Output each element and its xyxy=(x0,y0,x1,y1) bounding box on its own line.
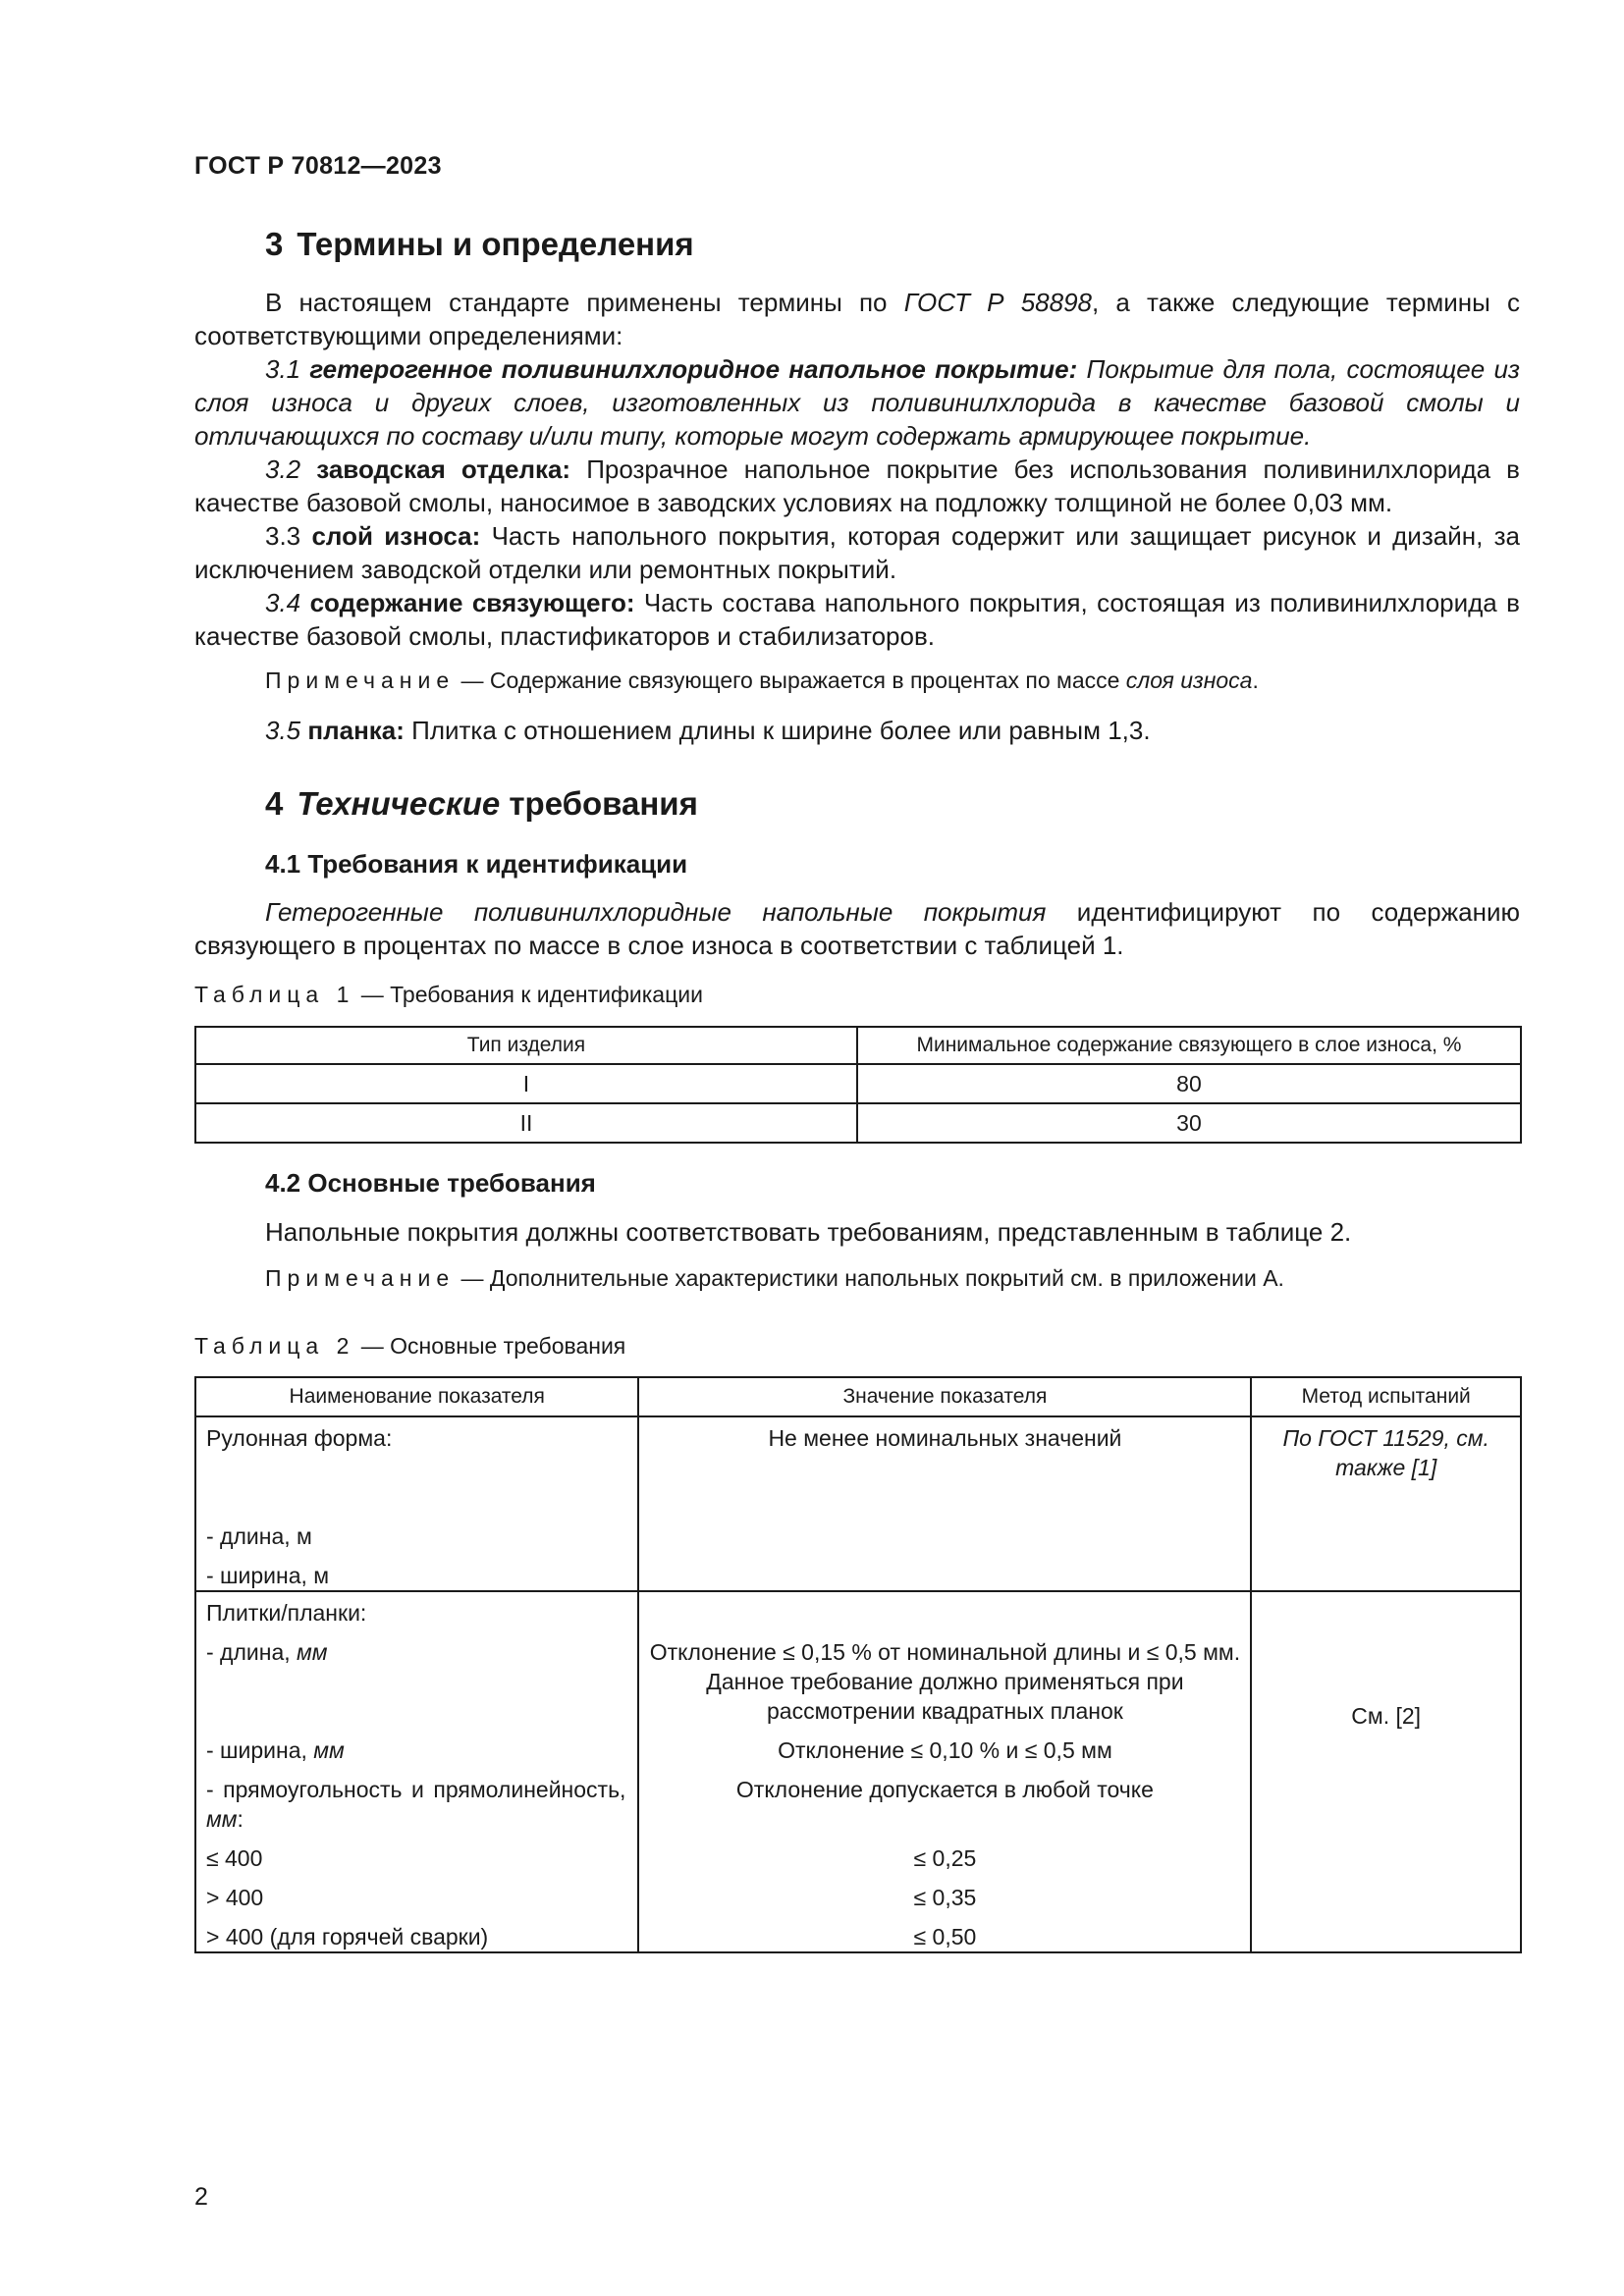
section-3-title: Термины и определения xyxy=(297,226,694,262)
term-definition: Прозрачное напольное покрытие без использования поливинилхлорида в качестве базовой смолы, наносимое в заводских условиях на подложку толщиной не более 0,03 мм. xyxy=(194,454,1520,517)
term-3-2 xyxy=(194,453,1520,519)
table-cell xyxy=(195,1416,638,1591)
term-name: планка: xyxy=(307,716,405,745)
tolerance-row-label: > 400 xyxy=(206,1885,264,1910)
section-3-number: 3 xyxy=(265,226,284,262)
label-text-end: : xyxy=(237,1806,244,1832)
subsection-4-2-paragraph: Напольные покрытия должны соответствовать требованиям, представленным в таблице 2. xyxy=(265,1217,1352,1247)
section-3-heading xyxy=(265,226,694,263)
term-number: 3.5 xyxy=(265,716,301,745)
table-cell: Не менее номинальных значений xyxy=(638,1416,1251,1591)
note-text-end: . xyxy=(1252,667,1259,693)
label-text: - длина, xyxy=(206,1639,298,1665)
term-name: содержание связующего: xyxy=(309,588,635,617)
note-label: Примечание xyxy=(265,667,456,693)
tolerance-row-value: ≤ 0,35 xyxy=(913,1885,977,1910)
subsection-4-2-note xyxy=(265,1265,1284,1292)
label-unit: мм xyxy=(313,1737,345,1763)
table-cell: См. [2] xyxy=(1251,1591,1521,1952)
tiles-rect-label xyxy=(206,1775,625,1843)
paragraph-text: идентифицируют по содержанию связующего в процентах по массе в слое износа в соответствии с таблицей 1. xyxy=(194,897,1520,960)
table-header-cell: Тип изделия xyxy=(195,1027,857,1064)
caption-label: Таблица 1 xyxy=(194,982,355,1007)
term-definition: Часть напольного покрытия, которая содержит или защищает рисунок и дизайн, за исключением заводской отделки или ремонтных покрытий. xyxy=(194,521,1520,584)
label-text: - ширина, xyxy=(206,1737,314,1763)
term-3-1 xyxy=(194,352,1520,453)
table-cell: 30 xyxy=(857,1103,1521,1143)
note-text: — Дополнительные характеристики напольных покрытий см. в приложении А. xyxy=(455,1265,1284,1291)
term-name: слой износа: xyxy=(311,521,481,551)
tiles-label: Плитки/планки: xyxy=(206,1600,367,1626)
roll-length-label: - длина, м xyxy=(206,1523,312,1549)
table-row-roll-form xyxy=(195,1416,1521,1591)
table-header-cell: Минимальное содержание связующего в слое износа, % xyxy=(857,1027,1521,1064)
section-4-title-italic: Технические xyxy=(297,785,501,822)
page-number: 2 xyxy=(194,2183,208,2211)
roll-form-label: Рулонная форма: xyxy=(206,1425,393,1451)
subsection-4-1-title: 4.1 Требования к идентификации xyxy=(265,849,688,879)
label-unit: мм xyxy=(206,1806,238,1832)
caption-text: — Основные требования xyxy=(354,1333,626,1359)
table-header-row xyxy=(195,1027,1521,1064)
table-header-cell: Наименование показателя xyxy=(195,1377,638,1416)
section-3-note xyxy=(265,667,1259,694)
table-1 xyxy=(194,1026,1522,1144)
table-2 xyxy=(194,1376,1522,1953)
note-text-italic: слоя износа xyxy=(1125,667,1253,693)
note-text: — Содержание связующего выражается в процентах по массе xyxy=(455,667,1126,693)
subsection-4-1-paragraph xyxy=(194,895,1520,962)
term-3-4 xyxy=(194,586,1520,653)
label-unit: мм xyxy=(297,1639,328,1665)
subsection-4-2-title: 4.2 Основные требования xyxy=(265,1168,596,1198)
tolerance-row-value: ≤ 0,25 xyxy=(913,1845,977,1871)
intro-text: В настоящем стандарте применены термины по xyxy=(265,288,904,317)
tiles-width-label xyxy=(206,1735,625,1775)
paragraph-italic: Гетерогенные поливинилхлоридные напольные покрытия xyxy=(265,897,1047,927)
table-cell xyxy=(638,1591,1251,1952)
table-cell: II xyxy=(195,1103,857,1143)
tiles-length-label xyxy=(206,1637,625,1735)
label-text: - прямоугольность и прямолинейность, xyxy=(206,1777,626,1802)
tiles-length-value: Отклонение ≤ 0,15 % от номинальной длины и ≤ 0,5 мм. Данное требование должно применяться при рассмотрении квадратных планок xyxy=(649,1639,1241,1724)
caption-label: Таблица 2 xyxy=(194,1333,355,1359)
table-row xyxy=(195,1103,1521,1143)
section-4-heading xyxy=(265,785,698,823)
document-id-header: ГОСТ Р 70812—2023 xyxy=(194,152,442,180)
term-3-5 xyxy=(194,714,1520,747)
table-cell xyxy=(195,1591,638,1952)
table-cell: 80 xyxy=(857,1064,1521,1103)
table-cell: По ГОСТ 11529, см. также [1] xyxy=(1251,1416,1521,1591)
term-number: 3.3 xyxy=(265,521,301,551)
tolerance-row-value: ≤ 0,50 xyxy=(913,1924,977,1949)
term-3-3 xyxy=(194,519,1520,586)
section-4-number: 4 xyxy=(265,785,284,822)
tolerance-row-label: ≤ 400 xyxy=(206,1845,263,1871)
spacer xyxy=(647,1598,1242,1637)
table-header-cell: Значение показателя xyxy=(638,1377,1251,1416)
term-definition: Плитка с отношением длины к ширине более или равным 1,3. xyxy=(404,716,1151,745)
tolerance-row-label: > 400 (для горячей сварки) xyxy=(206,1924,489,1949)
section-4-title-rest: требования xyxy=(500,785,698,822)
caption-text: — Требования к идентификации xyxy=(354,982,703,1007)
table-cell: I xyxy=(195,1064,857,1103)
term-number: 3.2 xyxy=(265,454,301,484)
tiles-width-value: Отклонение ≤ 0,10 % и ≤ 0,5 мм xyxy=(778,1737,1112,1763)
table-2-caption xyxy=(194,1333,625,1360)
intro-text-end: , а также следующие термины с соответствующими определениями: xyxy=(194,288,1520,350)
term-number: 3.4 xyxy=(265,588,301,617)
term-name: гетерогенное поливинилхлоридное напольное покрытие: xyxy=(309,354,1078,384)
table-header-row xyxy=(195,1377,1521,1416)
note-label: Примечание xyxy=(265,1265,456,1291)
table-1-caption xyxy=(194,982,703,1008)
table-header-cell: Метод испытаний xyxy=(1251,1377,1521,1416)
term-definition: Покрытие для пола, состоящее из слоя износа и других слоев, изготовленных из поливинилхлорида в качестве базовой смолы и отличающихся по составу и/или типу, которые могут содержать армирующее покрытие. xyxy=(194,354,1520,451)
section-3-intro xyxy=(194,286,1520,352)
intro-reference: ГОСТ Р 58898 xyxy=(903,288,1092,317)
term-name: заводская отделка: xyxy=(316,454,571,484)
table-row-tiles xyxy=(195,1591,1521,1952)
term-number: 3.1 xyxy=(265,354,301,384)
table-row xyxy=(195,1064,1521,1103)
roll-width-label: - ширина, м xyxy=(206,1563,330,1588)
term-definition: Часть состава напольного покрытия, состоящая из поливинилхлорида в качестве базовой смолы, пластификаторов и стабилизаторов. xyxy=(194,588,1520,651)
tiles-rect-value: Отклонение допускается в любой точке xyxy=(735,1777,1154,1802)
